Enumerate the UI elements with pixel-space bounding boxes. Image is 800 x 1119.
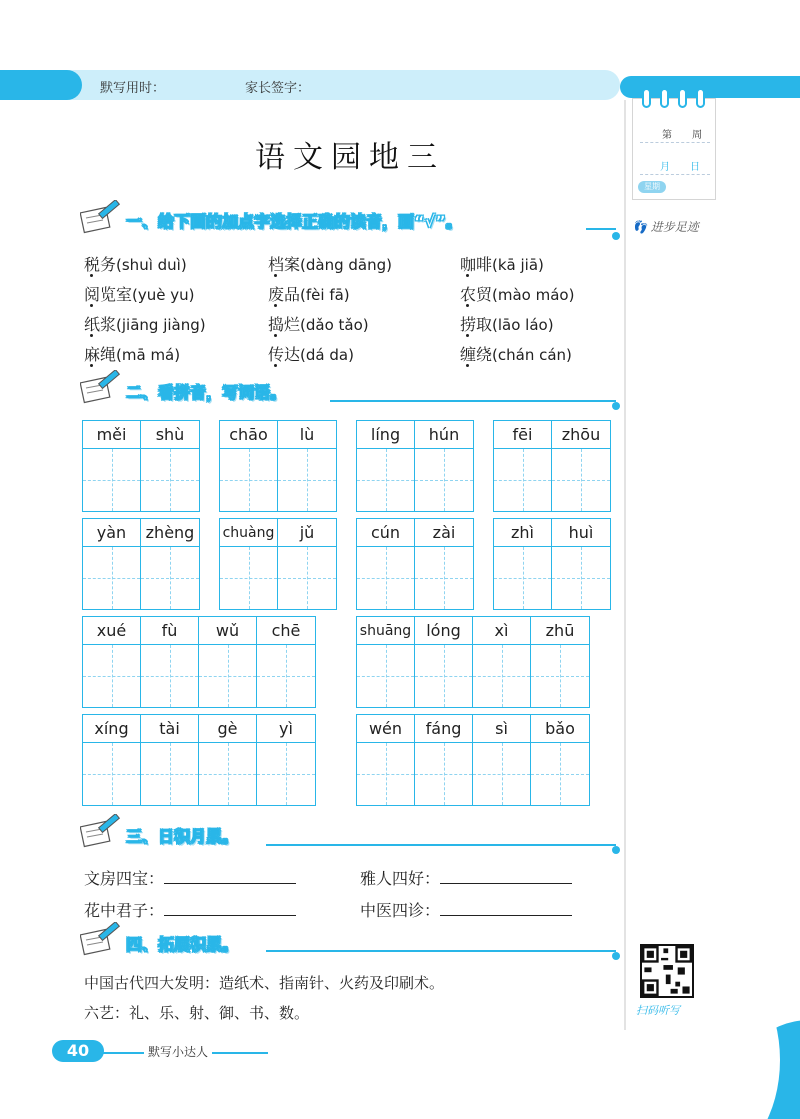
writing-box[interactable]	[531, 743, 589, 805]
tianzige-grid	[356, 714, 590, 806]
pronunciation-item[interactable]	[84, 282, 194, 305]
pinyin-label: lù	[278, 421, 336, 449]
pinyin-options[interactable]: (fèi fā)	[300, 286, 350, 304]
pinyin-label: fēi	[494, 421, 551, 449]
emphasis-dot	[466, 334, 469, 337]
section1-underline	[586, 228, 616, 230]
word: 传达	[268, 345, 301, 364]
word: 阅览室	[84, 285, 133, 304]
character-cell[interactable]	[473, 715, 531, 805]
character-cell[interactable]	[141, 715, 199, 805]
writing-box[interactable]	[357, 743, 414, 805]
date-label: 月 日	[660, 162, 700, 173]
footprint-icon: 👣	[632, 220, 647, 234]
emphasis-dot	[90, 304, 93, 307]
page-corner-decoration	[700, 1000, 800, 1119]
pinyin-label: chuàng	[220, 519, 277, 547]
writing-box[interactable]	[257, 743, 315, 805]
pinyin-options[interactable]: (mā má)	[116, 346, 181, 364]
character-cell[interactable]	[83, 421, 141, 511]
word: 税务	[84, 255, 117, 274]
pronunciation-item[interactable]	[460, 342, 572, 365]
ring-icon	[642, 88, 651, 108]
pronunciation-item[interactable]	[268, 282, 350, 305]
pencil-paper-icon	[80, 814, 122, 848]
qr-label: 扫码听写	[636, 1004, 680, 1017]
ring-icon	[678, 88, 687, 108]
writing-box[interactable]	[357, 645, 414, 707]
pinyin-label: xíng	[83, 715, 140, 743]
pinyin-options[interactable]: (dàng dāng)	[300, 256, 392, 274]
side-note-text: 进步足迹	[650, 220, 699, 234]
time-label: 默写用时：	[100, 81, 166, 96]
emphasis-dot	[274, 304, 277, 307]
word: 捞取	[460, 315, 493, 334]
word: 纸浆	[84, 315, 117, 334]
word: 咖啡	[460, 255, 493, 274]
tianzige-grid	[82, 714, 316, 806]
writing-box[interactable]	[83, 645, 140, 707]
week-label: 第 周	[662, 130, 702, 141]
character-cell[interactable]	[83, 715, 141, 805]
pinyin-label: shuāng	[357, 617, 414, 645]
section2-dot	[612, 402, 620, 410]
pinyin-label: líng	[357, 421, 414, 449]
tianzige-grid	[356, 616, 590, 708]
extension-line: 中国古代四大发明：造纸术、指南针、火药及印刷术。	[84, 974, 445, 992]
pronunciation-item[interactable]	[84, 312, 206, 335]
writing-box[interactable]	[494, 547, 551, 609]
section3-underline	[266, 844, 616, 846]
writing-box[interactable]	[278, 449, 336, 511]
writing-box[interactable]	[415, 743, 472, 805]
character-cell[interactable]	[278, 519, 336, 609]
pinyin-options[interactable]: (chán cán)	[492, 346, 572, 364]
character-cell[interactable]	[141, 617, 199, 707]
section1-dot	[612, 232, 620, 240]
ring-icon	[696, 88, 705, 108]
character-cell[interactable]	[357, 519, 415, 609]
answer-blank[interactable]	[164, 902, 296, 916]
writing-box[interactable]	[199, 743, 256, 805]
character-cell[interactable]	[220, 421, 278, 511]
tianzige-grid	[82, 616, 316, 708]
character-cell[interactable]	[357, 715, 415, 805]
emphasis-dot	[466, 304, 469, 307]
word: 捣烂	[268, 315, 301, 334]
pinyin-label: fù	[141, 617, 198, 645]
emphasis-dot	[274, 274, 277, 277]
pinyin-label: zhì	[494, 519, 551, 547]
tianzige-grid	[356, 518, 474, 610]
writing-box[interactable]	[552, 547, 610, 609]
margin-line	[624, 100, 626, 1030]
pinyin-label: zhèng	[141, 519, 199, 547]
pinyin-label: shù	[141, 421, 199, 449]
answer-blank[interactable]	[164, 870, 296, 884]
character-cell[interactable]	[415, 421, 473, 511]
pronunciation-item[interactable]	[84, 252, 187, 275]
writing-box[interactable]	[278, 547, 336, 609]
pinyin-label: sì	[473, 715, 530, 743]
character-cell[interactable]	[531, 715, 589, 805]
character-cell[interactable]	[415, 617, 473, 707]
emphasis-dot	[90, 364, 93, 367]
pinyin-options[interactable]: (dá da)	[300, 346, 354, 364]
pinyin-label: yì	[257, 715, 315, 743]
tianzige-grid	[82, 420, 200, 512]
pinyin-label: hún	[415, 421, 473, 449]
fill-item	[360, 898, 572, 921]
tianzige-grid	[219, 420, 337, 512]
writing-box[interactable]	[141, 449, 199, 511]
pinyin-label: chāo	[220, 421, 277, 449]
character-cell[interactable]	[473, 617, 531, 707]
section4-title: 四、拓展积累。	[126, 935, 239, 954]
tianzige-grid	[82, 518, 200, 610]
character-cell[interactable]	[415, 519, 473, 609]
character-cell[interactable]	[494, 519, 552, 609]
pronunciation-item[interactable]	[268, 342, 354, 365]
character-cell[interactable]	[494, 421, 552, 511]
pinyin-label: xì	[473, 617, 530, 645]
pinyin-options[interactable]: (kā jiā)	[492, 256, 544, 274]
qr-code-icon[interactable]	[640, 944, 694, 998]
pinyin-label: chē	[257, 617, 315, 645]
word: 废品	[268, 285, 301, 304]
pinyin-label: lóng	[415, 617, 472, 645]
word: 档案	[268, 255, 301, 274]
character-cell[interactable]	[357, 421, 415, 511]
fill-item	[360, 866, 572, 889]
section4-dot	[612, 952, 620, 960]
pinyin-label: cún	[357, 519, 414, 547]
emphasis-dot	[90, 274, 93, 277]
fill-item	[84, 898, 296, 921]
section1-title: 一、给下面的加点字选择正确的读音，画“√”。	[126, 212, 462, 231]
character-cell[interactable]	[199, 715, 257, 805]
writing-box[interactable]	[531, 645, 589, 707]
section4-underline	[266, 950, 616, 952]
word: 农贸	[460, 285, 493, 304]
writing-box[interactable]	[199, 645, 256, 707]
writing-box[interactable]	[473, 743, 530, 805]
answer-blank[interactable]	[440, 902, 572, 916]
pronunciation-item[interactable]	[268, 252, 392, 275]
section3-dot	[612, 846, 620, 854]
character-cell[interactable]	[141, 519, 199, 609]
page-number: 40	[52, 1040, 104, 1062]
section2-title: 二、看拼音，写词语。	[126, 383, 287, 402]
pinyin-label: zài	[415, 519, 473, 547]
header-tab	[0, 70, 82, 100]
pinyin-label: yàn	[83, 519, 140, 547]
character-cell[interactable]	[278, 421, 336, 511]
writing-box[interactable]	[257, 645, 315, 707]
writing-box[interactable]	[357, 547, 414, 609]
parent-signature-label: 家长签字：	[245, 81, 311, 96]
pinyin-label: zhōu	[552, 421, 610, 449]
pinyin-options[interactable]: (yuè yu)	[132, 286, 195, 304]
writing-box[interactable]	[220, 547, 277, 609]
writing-box[interactable]	[141, 645, 198, 707]
pinyin-label: fáng	[415, 715, 472, 743]
pronunciation-item[interactable]	[460, 312, 554, 335]
writing-box[interactable]	[494, 449, 551, 511]
pencil-paper-icon	[80, 370, 122, 404]
pinyin-label: wén	[357, 715, 414, 743]
character-cell[interactable]	[415, 715, 473, 805]
writing-box[interactable]	[220, 449, 277, 511]
character-cell[interactable]	[257, 617, 315, 707]
pinyin-options[interactable]: (lāo láo)	[492, 316, 554, 334]
page-title: 语文园地三	[255, 140, 445, 175]
pinyin-options[interactable]: (dǎo tǎo)	[300, 316, 369, 334]
pencil-paper-icon	[80, 200, 122, 234]
writing-box[interactable]	[141, 547, 199, 609]
tianzige-grid	[219, 518, 337, 610]
pinyin-label: bǎo	[531, 715, 589, 743]
pinyin-label: xué	[83, 617, 140, 645]
pencil-paper-icon	[80, 922, 122, 956]
word: 麻绳	[84, 345, 117, 364]
fill-item-label: 中医四诊：	[360, 901, 441, 920]
pinyin-label: zhū	[531, 617, 589, 645]
fill-item	[84, 866, 296, 889]
section2-underline	[330, 400, 616, 402]
ring-icon	[660, 88, 669, 108]
writing-box[interactable]	[552, 449, 610, 511]
writing-box[interactable]	[473, 645, 530, 707]
character-cell[interactable]	[257, 715, 315, 805]
emphasis-dot	[466, 274, 469, 277]
emphasis-dot	[274, 334, 277, 337]
writing-box[interactable]	[415, 449, 473, 511]
character-cell[interactable]	[83, 519, 141, 609]
writing-box[interactable]	[357, 449, 414, 511]
pinyin-options[interactable]: (mào máo)	[492, 286, 575, 304]
extension-line: 六艺：礼、乐、射、御、书、数。	[84, 1004, 310, 1022]
pinyin-label: jǔ	[278, 519, 336, 547]
pinyin-label: huì	[552, 519, 610, 547]
weekday-badge: 星期	[638, 181, 666, 193]
pinyin-label: tài	[141, 715, 198, 743]
pinyin-options[interactable]: (shuì duì)	[116, 256, 187, 274]
pinyin-label: měi	[83, 421, 140, 449]
writing-box[interactable]	[141, 743, 198, 805]
emphasis-dot	[466, 364, 469, 367]
fill-item-label: 花中君子：	[84, 901, 165, 920]
character-cell[interactable]	[552, 519, 610, 609]
character-cell[interactable]	[199, 617, 257, 707]
character-cell[interactable]	[83, 617, 141, 707]
character-cell[interactable]	[552, 421, 610, 511]
word: 缠绕	[460, 345, 493, 364]
pronunciation-item[interactable]	[460, 252, 544, 275]
emphasis-dot	[274, 364, 277, 367]
tianzige-grid	[493, 420, 611, 512]
character-cell[interactable]	[141, 421, 199, 511]
writing-box[interactable]	[83, 743, 140, 805]
tianzige-grid	[493, 518, 611, 610]
emphasis-dot	[90, 334, 93, 337]
character-cell[interactable]	[220, 519, 278, 609]
character-cell[interactable]	[531, 617, 589, 707]
pinyin-label: gè	[199, 715, 256, 743]
writing-box[interactable]	[415, 645, 472, 707]
section3-title: 三、日积月累。	[126, 827, 239, 846]
pronunciation-item[interactable]	[460, 282, 574, 305]
pronunciation-item[interactable]	[84, 342, 180, 365]
pinyin-options[interactable]: (jiāng jiàng)	[116, 316, 206, 334]
character-cell[interactable]	[357, 617, 415, 707]
pronunciation-item[interactable]	[268, 312, 369, 335]
progress-footprints-label	[632, 218, 699, 235]
writing-box[interactable]	[415, 547, 473, 609]
answer-blank[interactable]	[440, 870, 572, 884]
fill-item-label: 雅人四好：	[360, 869, 441, 888]
book-title: 默写小达人	[144, 1043, 212, 1060]
writing-box[interactable]	[83, 547, 140, 609]
writing-box[interactable]	[83, 449, 140, 511]
pinyin-label: wǔ	[199, 617, 256, 645]
fill-item-label: 文房四宝：	[84, 869, 165, 888]
tianzige-grid	[356, 420, 474, 512]
